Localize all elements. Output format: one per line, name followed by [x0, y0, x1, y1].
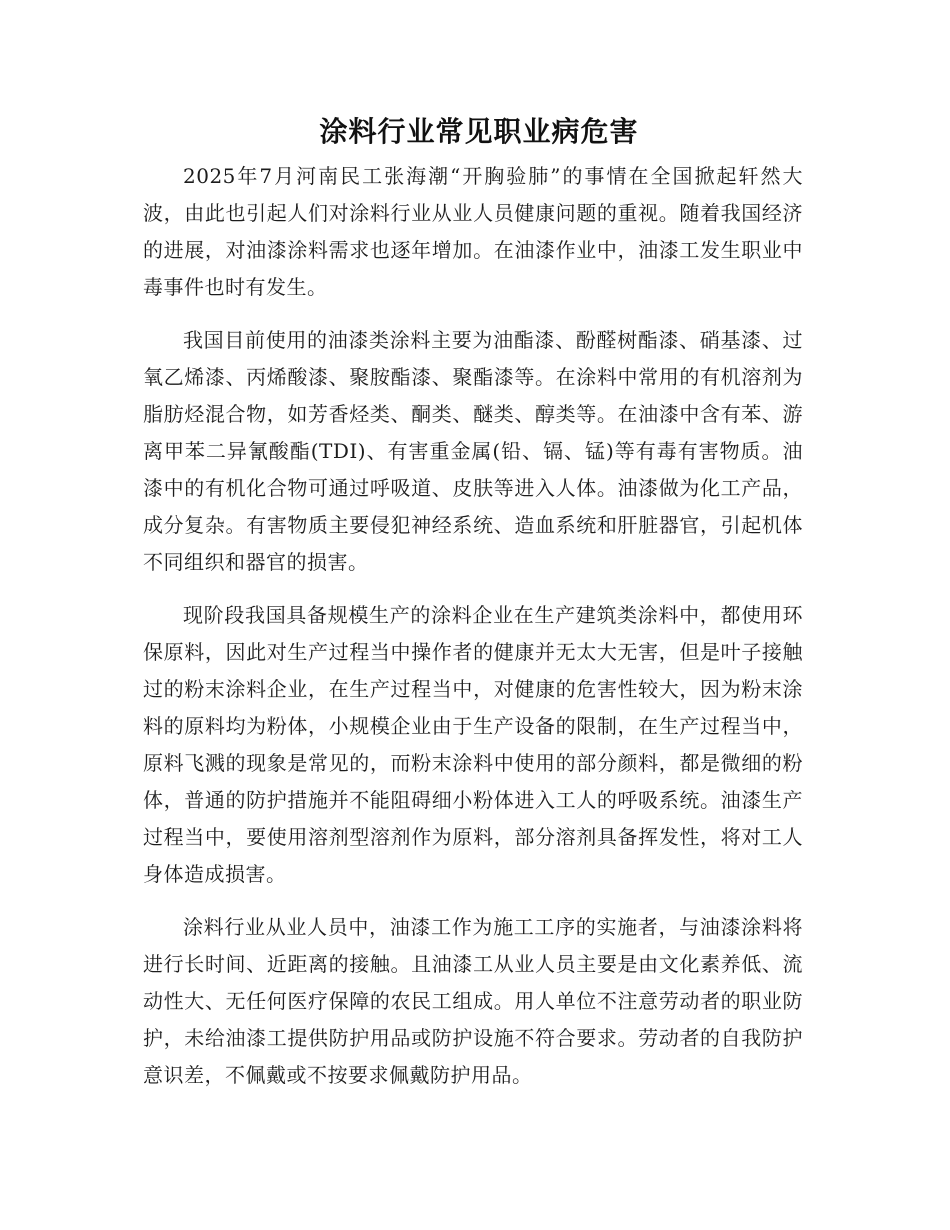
- document-title: 涂料行业常见职业病危害: [319, 115, 639, 148]
- paragraph-1: 2025年7月河南民工张海潮“开胸验肺”的事情在全国掀起轩然大波，由此也引起人们对涂料行业从业人员健康问题的重视。随着我国经济的进展，对油漆涂料需求也逐年增加。在油漆作业中，油漆工发生职业中毒事件也时有发生。: [143, 164, 803, 299]
- document-page: [143, 112, 803, 1110]
- paragraph-2: 我国目前使用的油漆类涂料主要为油酯漆、酚醛树酯漆、硝基漆、过氧乙烯漆、丙烯酸漆、聚胺酯漆、聚酯漆等。在涂料中常用的有机溶剂为脂肪烃混合物，如芳香烃类、酮类、醚类、醇类等。在油漆中含有苯、游离甲苯二异氰酸酯(TDI)、有害重金属(铅、镉、锰)等有毒有害物质。油漆中的有机化合物可通过呼吸道、皮肤等进入人体。油漆做为化工产品，成分复杂。有害物质主要侵犯神经系统、造血系统和肝脏器官，引起机体不同组织和器官的损害。: [143, 328, 803, 574]
- paragraph-4: 涂料行业从业人员中，油漆工作为施工工序的实施者，与油漆涂料将进行长时间、近距离的接触。且油漆工从业人员主要是由文化素养低、流动性大、无任何医疗保障的农民工组成。用人单位不注意劳动者的职业防护，未给油漆工提供防护用品或防护设施不符合要求。劳动者的自我防护意识差，不佩戴或不按要求佩戴防护用品。: [143, 915, 803, 1087]
- paragraph-3: 现阶段我国具备规模生产的涂料企业在生产建筑类涂料中，都使用环保原料，因此对生产过程当中操作者的健康并无太大无害，但是叶子接触过的粉末涂料企业，在生产过程当中，对健康的危害性较大，因为粉末涂料的原料均为粉体，小规模企业由于生产设备的限制，在生产过程当中，原料飞溅的现象是常见的，而粉末涂料中使用的部分颜料，都是微细的粉体，普通的防护措施并不能阻碍细小粉体进入工人的呼吸系统。油漆生产过程当中，要使用溶剂型溶剂作为原料，部分溶剂具备挥发性，将对工人身体造成损害。: [143, 603, 803, 886]
